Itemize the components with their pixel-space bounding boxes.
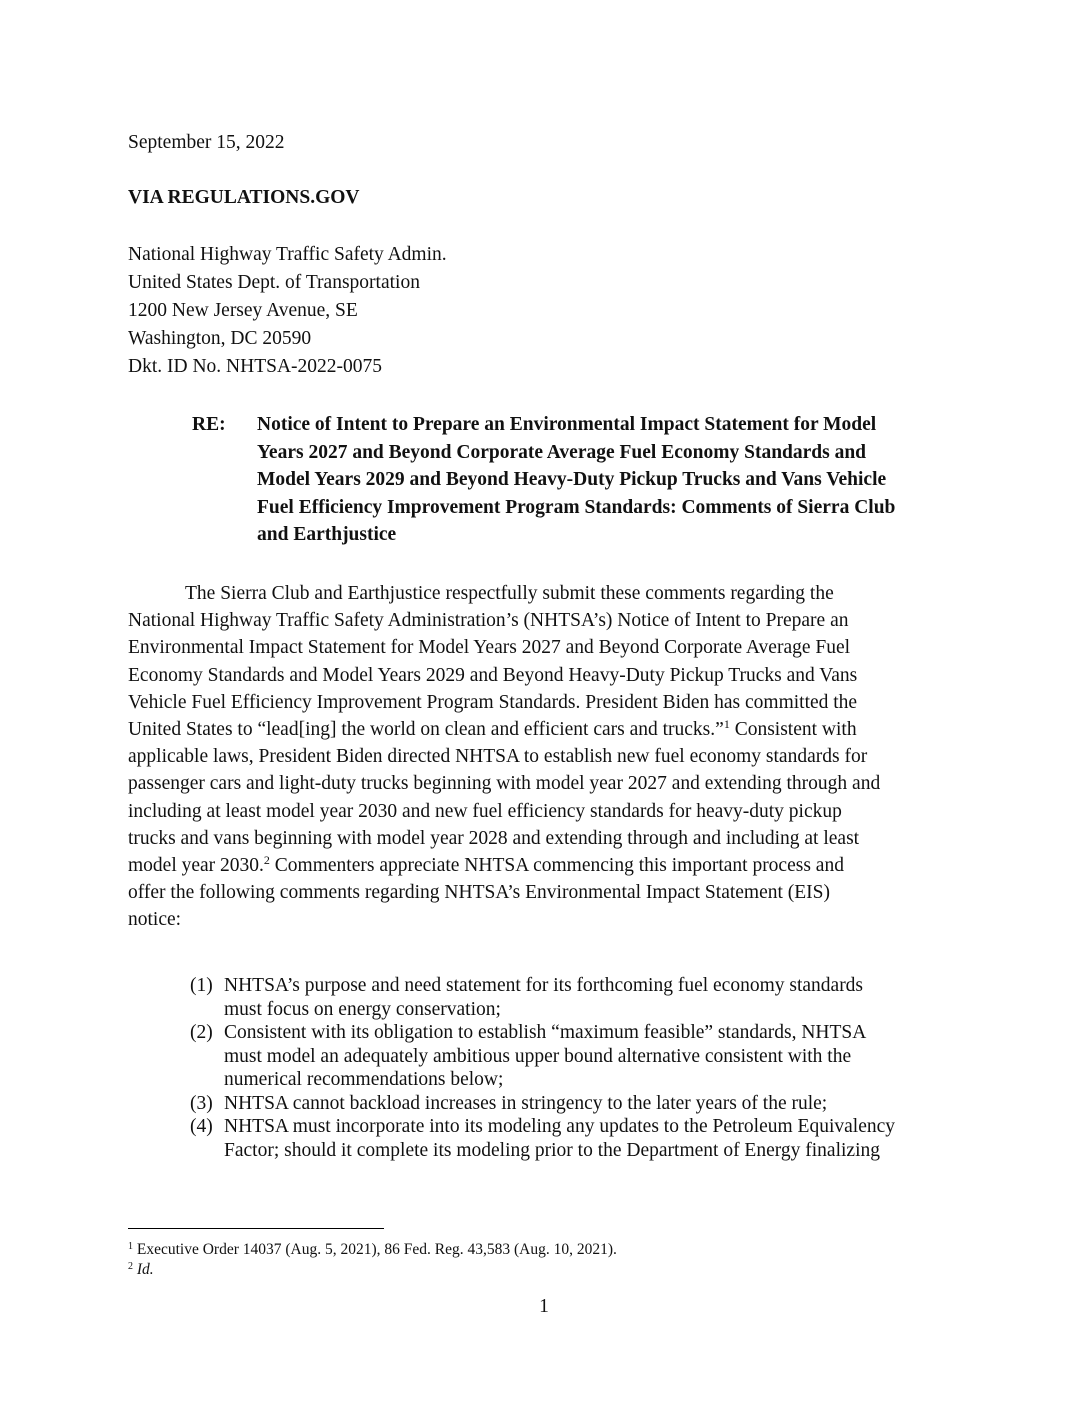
re-line: Notice of Intent to Prepare an Environmental Impact Statement for Model	[257, 414, 877, 435]
footnote-ref: 2	[263, 853, 270, 868]
list-item	[190, 1021, 970, 1092]
re-line: Years 2027 and Beyond Corporate Average Fuel Economy Standards and	[257, 441, 867, 463]
body-line: Vehicle Fuel Efficiency Improvement Program Standards. President Biden has committed the	[128, 691, 858, 713]
re-line: and Earthjustice	[257, 524, 397, 545]
footnote-ref: 1	[723, 717, 730, 732]
list-number: (4)	[190, 1116, 213, 1137]
list-line: NHTSA’s purpose and need statement for its forthcoming fuel economy standards	[224, 975, 864, 996]
list-line: Factor; should it complete its modeling prior to the Department of Energy finalizing	[224, 1139, 880, 1161]
body-line: National Highway Traffic Safety Administration’s (NHTSA’s) Notice of Intent to Prepare an	[128, 610, 849, 632]
list-item	[190, 974, 970, 1021]
re-line: Fuel Efficiency Improvement Program Standards: Comments of Sierra Club	[257, 496, 896, 518]
list-item	[190, 1092, 970, 1116]
body-text: United States to “lead[ing] the world on clean and efficient cars and trucks.”	[128, 719, 724, 741]
list-item-text	[224, 1092, 827, 1116]
address-line: 1200 New Jersey Avenue, SE	[128, 300, 358, 321]
list-number: (2)	[190, 1022, 213, 1043]
page-number: 1	[539, 1296, 549, 1317]
footnote-2	[128, 1260, 154, 1280]
delivery-method: VIA REGULATIONS.GOV	[128, 187, 360, 208]
comment-list	[190, 974, 970, 1162]
re-label: RE:	[192, 414, 226, 435]
address-line: United States Dept. of Transportation	[128, 272, 420, 293]
address-line: Washington, DC 20590	[128, 328, 312, 349]
footnote-number: 2	[128, 1261, 133, 1272]
list-line: Consistent with its obligation to establish “maximum feasible” standards, NHTSA	[224, 1022, 867, 1043]
address-line: National Highway Traffic Safety Admin.	[128, 244, 447, 265]
address-line: Dkt. ID No. NHTSA-2022-0075	[128, 356, 383, 377]
body-text: model year 2030.	[128, 855, 264, 877]
body-line: passenger cars and light-duty trucks beginning with model year 2027 and extending through and	[128, 773, 881, 795]
body-line: including at least model year 2030 and new fuel efficiency standards for heavy-duty pickup	[128, 800, 842, 822]
list-line: must model an adequately ambitious upper bound alternative consistent with the	[224, 1045, 852, 1067]
re-subject	[257, 411, 957, 549]
body-text: Commenters appreciate NHTSA commencing this important process and	[269, 855, 844, 877]
body-text: Consistent with	[729, 719, 857, 741]
body-line	[128, 852, 958, 879]
body-line	[128, 716, 958, 743]
body-line: offer the following comments regarding NHTSA’s Environmental Impact Statement (EIS)	[128, 882, 831, 904]
body-line: trucks and vans beginning with model year 2028 and extending through and including at least	[128, 827, 860, 849]
list-item-text	[224, 1115, 895, 1162]
list-number: (1)	[190, 975, 213, 996]
list-item	[190, 1115, 970, 1162]
body-line: notice:	[128, 909, 182, 931]
re-line: Model Years 2029 and Beyond Heavy-Duty Pickup Trucks and Vans Vehicle	[257, 469, 887, 490]
list-item-text	[224, 1021, 866, 1092]
body-line: applicable laws, President Biden directed NHTSA to establish new fuel economy standards for	[128, 746, 868, 768]
list-line: NHTSA cannot backload increases in stringency to the later years of the rule;	[224, 1092, 828, 1114]
footnote-divider	[128, 1228, 384, 1229]
letter-date: September 15, 2022	[128, 132, 285, 153]
recipient-address	[128, 241, 447, 381]
list-line: must focus on energy conservation;	[224, 998, 501, 1020]
body-line: Economy Standards and Model Years 2029 and Beyond Heavy-Duty Pickup Trucks and Vans	[128, 664, 858, 686]
footnote-number: 1	[128, 1241, 133, 1252]
list-item-text	[224, 974, 863, 1021]
body-line: Environmental Impact Statement for Model Years 2027 and Beyond Corporate Average Fuel	[128, 637, 851, 659]
body-paragraph	[128, 580, 958, 934]
list-number: (3)	[190, 1092, 213, 1114]
list-line: NHTSA must incorporate into its modeling any updates to the Petroleum Equivalency	[224, 1116, 896, 1137]
list-line: numerical recommendations below;	[224, 1069, 504, 1090]
footnote-text: Executive Order 14037 (Aug. 5, 2021), 86 Fed. Reg. 43,583 (Aug. 10, 2021).	[133, 1241, 617, 1258]
footnote-text: Id.	[136, 1261, 154, 1278]
footnote-1	[128, 1240, 617, 1260]
body-line: The Sierra Club and Earthjustice respectfully submit these comments regarding the	[185, 583, 834, 604]
